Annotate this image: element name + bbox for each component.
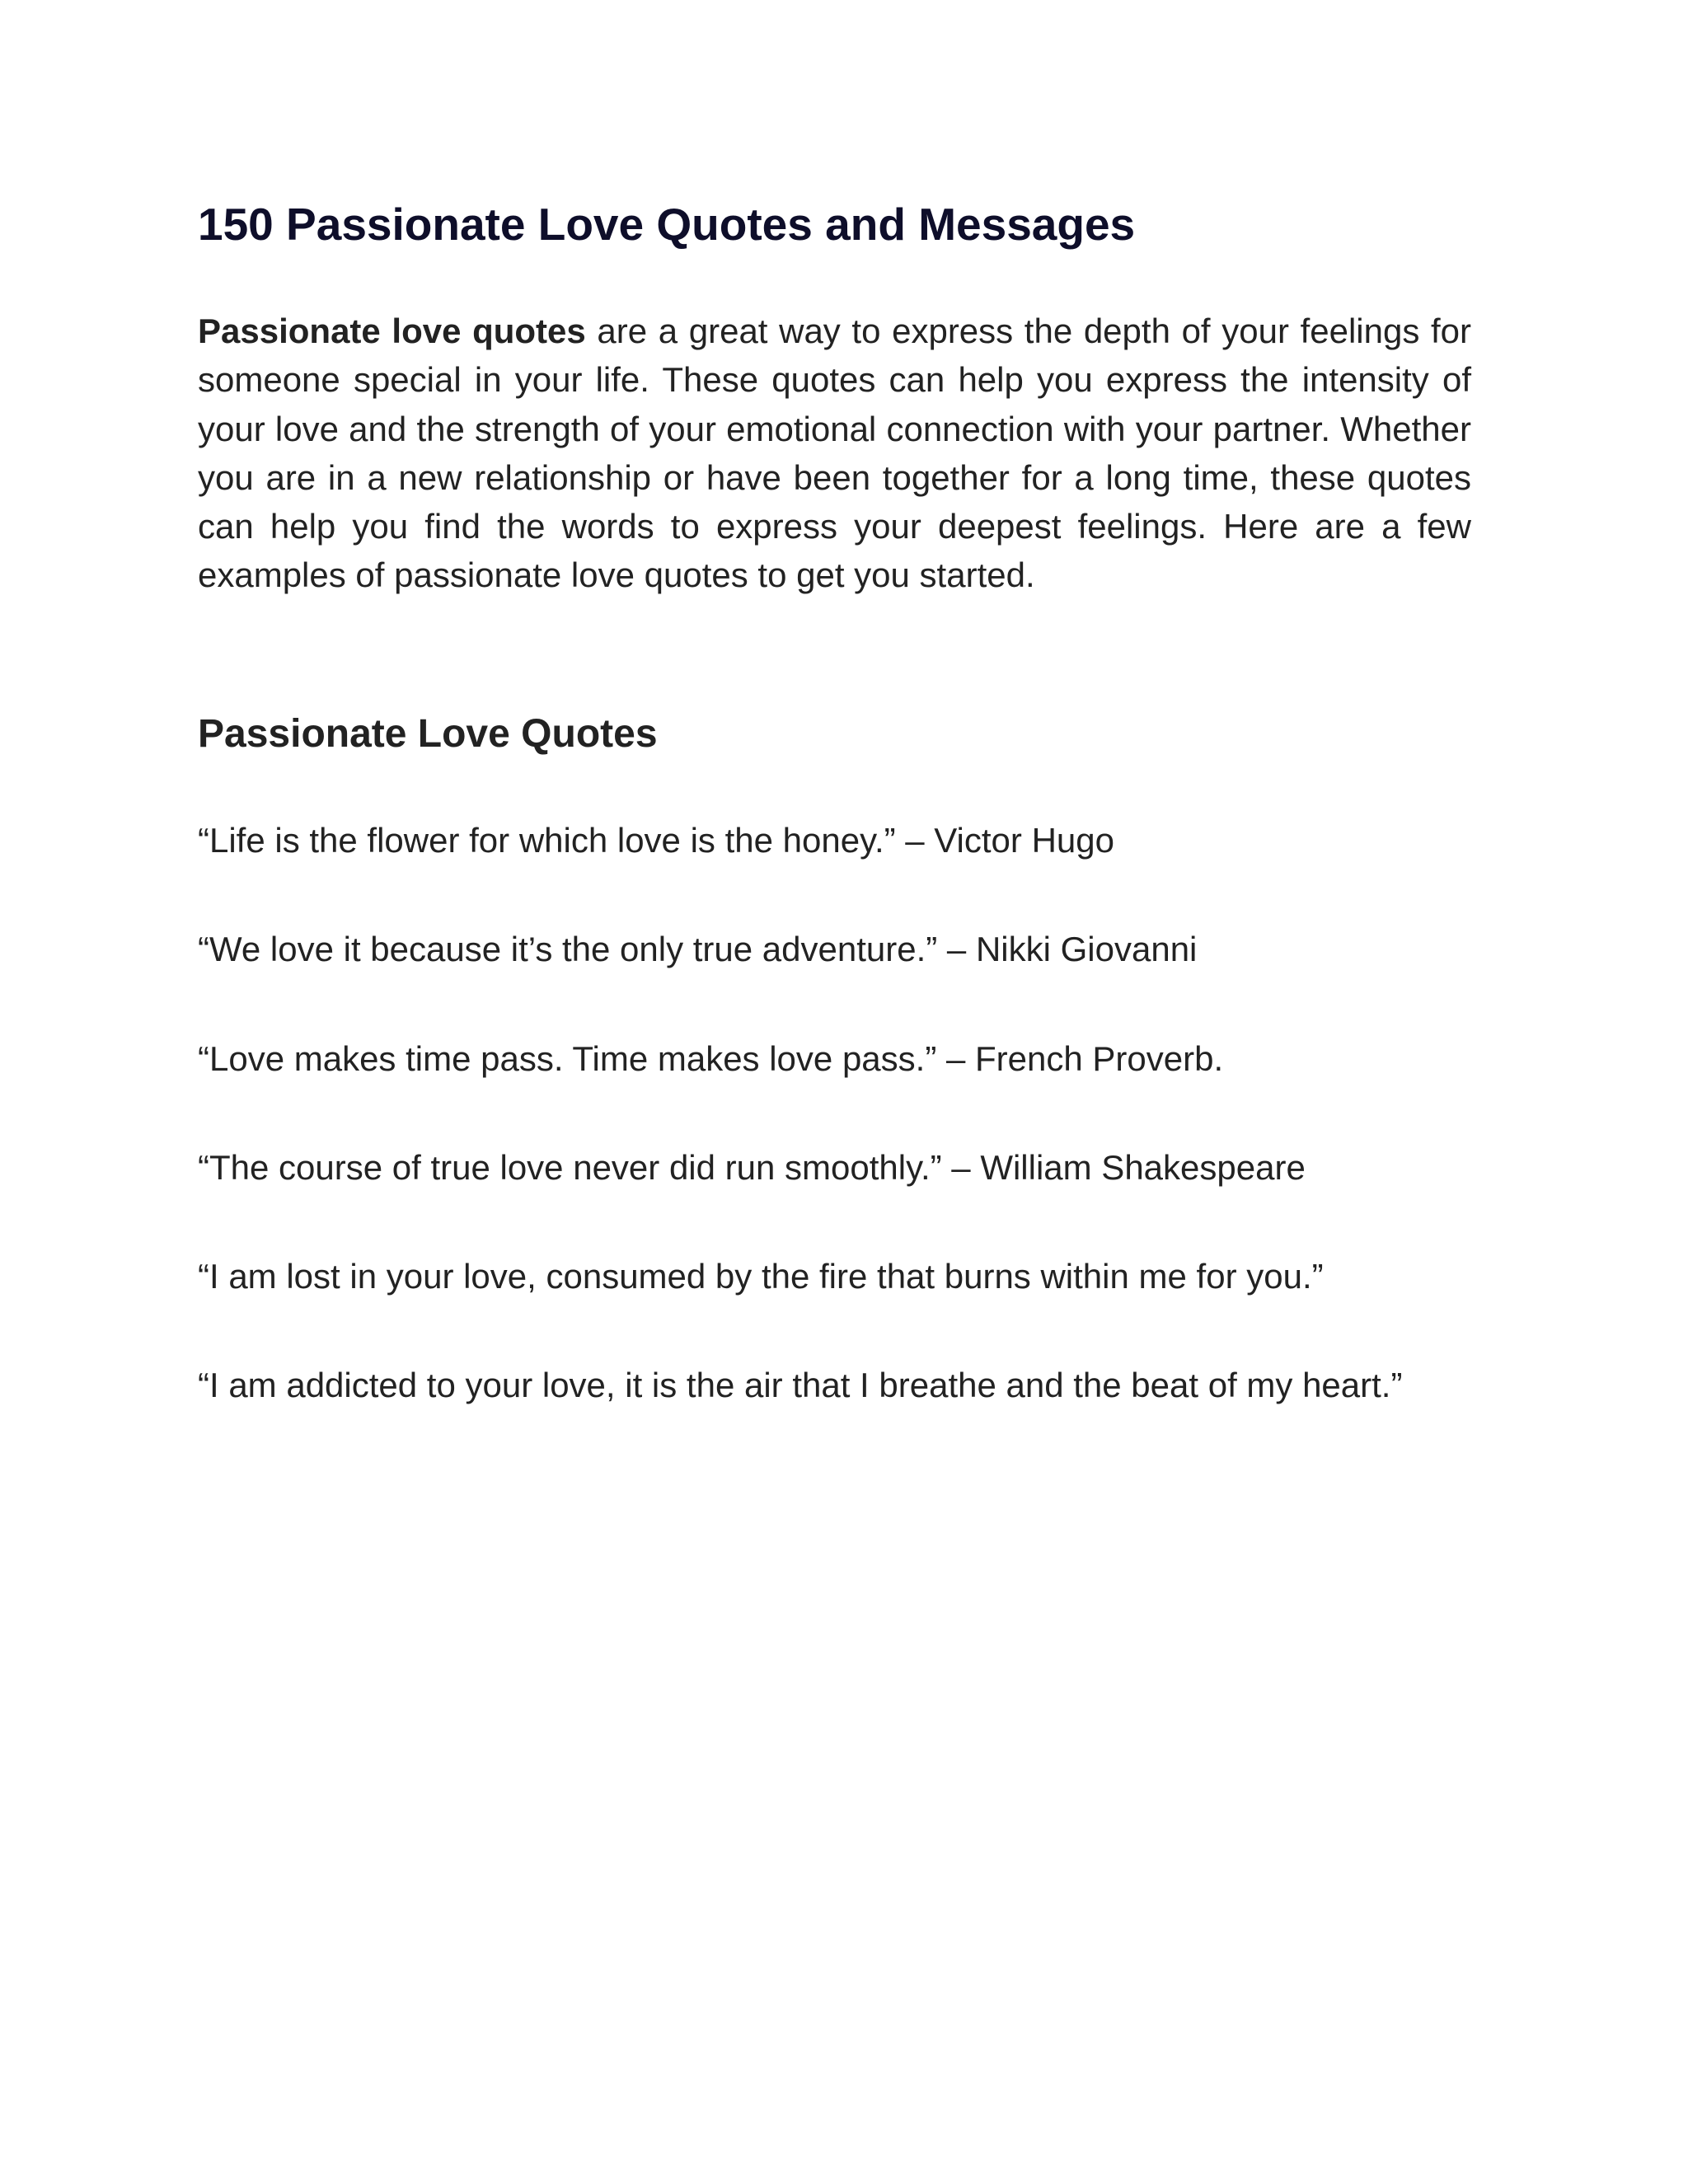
quote-list — [198, 816, 1471, 1470]
quote-item: “I am lost in your love, consumed by the fire that burns within me for you.” — [198, 1257, 1324, 1296]
quote-item: “Love makes time pass. Time makes love pass.” – French Proverb. — [198, 1038, 1224, 1078]
quote-item: “We love it because it’s the only true adventure.” – Nikki Giovanni — [198, 930, 1198, 969]
quote-item: “I am addicted to your love, it is the air that I breathe and the beat of my heart.” — [198, 1366, 1403, 1405]
document-title: 150 Passionate Love Quotes and Messages — [198, 199, 1136, 250]
section-heading: Passionate Love Quotes — [198, 712, 658, 756]
quote-item: “Life is the flower for which love is the honey.” – Victor Hugo — [198, 821, 1114, 860]
quote-item: “The course of true love never did run smoothly.” – William Shakespeare — [198, 1147, 1306, 1187]
intro-lead-bold: Passionate love quotes — [198, 312, 586, 350]
intro-paragraph — [198, 307, 1471, 600]
intro-body-text: are a great way to express the depth of your feelings for someone special in your life. These quotes can help you express the intensity of your love and the strength of your emotional connection with your partner. Whether you are in a new relationship or have been together for a long time, these quotes can help you find the words to express your deepest feelings. Here are a few examples of passionate love quotes to get you started. — [198, 312, 1471, 595]
